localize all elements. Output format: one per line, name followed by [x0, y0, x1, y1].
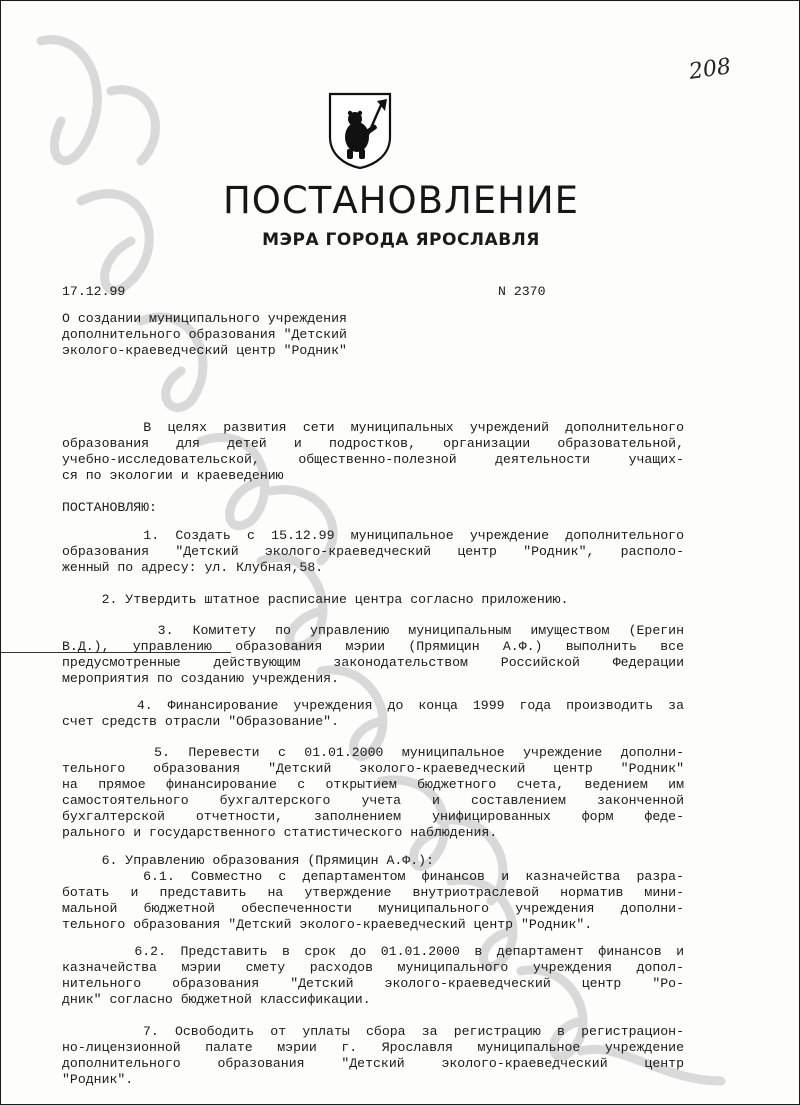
document-subtitle: МЭРА ГОРОДА ЯРОСЛАВЛЯ [262, 230, 540, 250]
subject-line: дополнительного образования "Детский [62, 327, 347, 342]
bear-with-axe-coat-of-arms-icon [327, 91, 393, 169]
resolve-heading: ПОСТАНОВЛЯЮ: [62, 500, 157, 515]
item-1-line: женный по адресу: ул. Клубная,58. [62, 560, 324, 575]
preamble-line: образования для детей и подростков, организации образовательной, [62, 436, 684, 451]
item-5-line: бухгалтерской отчетности, заполнением унифицированных форм феде- [62, 809, 684, 824]
document-number: N 2370 [498, 284, 546, 299]
item-5-line: 5. Перевести с 01.01.2000 муниципальное учреждение дополни- [62, 745, 684, 760]
item-5-line: самостоятельного бухгалтерского учета и составлением законченной [62, 793, 684, 808]
subject-line: эколого-краеведческий центр "Родник" [62, 343, 347, 358]
item-3-line: 3. Комитету по управлению муниципальным имуществом (Ерегин [62, 623, 684, 638]
item-6-line: мальной бюджетной обеспеченности муниципального учреждения дополни- [62, 901, 684, 916]
preamble-line: ся по экологии и краеведению [62, 468, 284, 483]
item-7-line: "Родник". [62, 1072, 134, 1087]
handwritten-page-number: 208 [687, 54, 733, 85]
item-3-line: В.Д.), управлению образования мэрии (Прямицин А.Ф.) выполнить все [62, 639, 684, 654]
item-6-line: 6. Управлению образования (Прямицин А.Ф.): [62, 853, 434, 868]
item-4-line: счет средств отрасли "Образование". [62, 714, 339, 729]
item-5-line: рального и государственного статистического наблюдения. [62, 825, 498, 840]
document-date: 17.12.99 [62, 284, 126, 299]
item-7-line: 7. Освободить от уплаты сбора за регистрацию в регистрацион- [62, 1024, 684, 1039]
item-6-2-line: 6.2. Представить в срок до 01.01.2000 в департамент финансов и [62, 944, 684, 959]
item-4-line: 4. Финансирование учреждения до конца 1999 года производить за [62, 698, 684, 713]
document-title: ПОСТАНОВЛЕНИЕ [222, 179, 580, 222]
item-7-line: но-лицензионной палате мэрии г. Ярославля муниципальное учреждение [62, 1040, 684, 1055]
item-3-line: предусмотренные действующим законодательством Российской Федерации [62, 655, 684, 670]
item-1-line: 1. Создать с 15.12.99 муниципальное учреждение дополнительного [62, 528, 684, 543]
preamble-line: учебно-исследовательской, общественно-полезной деятельности учащих- [62, 452, 684, 467]
item-6-2-line: казначейства мэрии смету расходов муниципального учреждения допол- [62, 960, 684, 975]
item-2-line: 2. Утвердить штатное расписание центра согласно приложению. [62, 592, 569, 607]
item-3-line: мероприятия по созданию учреждения. [62, 671, 339, 686]
item-6-2-line: нительного образования "Детский эколого-краеведческий центр "Ро- [62, 976, 684, 991]
item-7-line: дополнительного образования "Детский эколого-краеведческий центр [62, 1056, 684, 1071]
item-5-line: на прямое финансирование с открытием бюджетного счета, ведением им [62, 777, 684, 792]
item-6-line: 6.1. Совместно с департаментом финансов и казначейства разра- [62, 869, 684, 884]
preamble-line: В целях развития сети муниципальных учреждений дополнительного [62, 420, 684, 435]
item-6-2-line: дник" согласно бюджетной классификации. [62, 992, 371, 1007]
subject-line: О создании муниципального учреждения [62, 311, 347, 326]
item-5-line: тельного образования "Детский эколого-краеведческий центр "Родник" [62, 761, 684, 776]
item-6-line: ботать и представить на утверждение внутриотраслевой норматив мини- [62, 885, 684, 900]
item-1-line: образования "Детский эколого-краеведческий центр "Родник", располо- [62, 544, 684, 559]
item-6-line: тельного образования "Детский эколого-краеведческий центр "Родник". [62, 917, 593, 932]
